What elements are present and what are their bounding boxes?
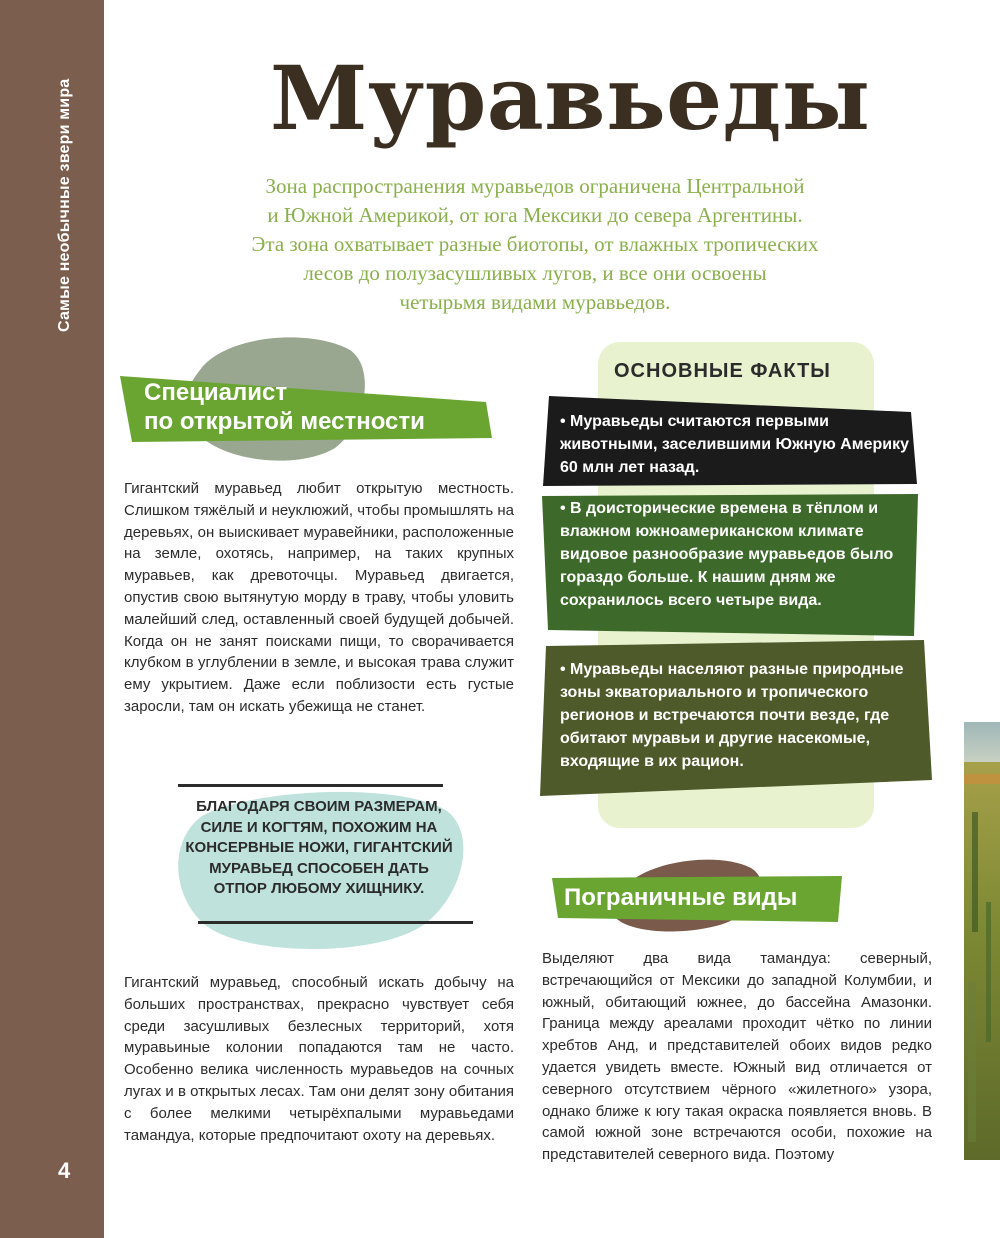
intro-line: и Южной Америкой, от юга Мексики до севера Аргентины. — [267, 203, 803, 227]
page-title: Муравьеды — [270, 46, 871, 150]
section2-heading: Пограничные виды — [564, 884, 798, 911]
intro-line: Эта зона охватывает разные биотопы, от влажных тропических — [251, 232, 819, 256]
facts-title: ОСНОВНЫЕ ФАКТЫ — [614, 360, 831, 382]
quote-text: БЛАГОДАРЯ СВОИМ РАЗМЕРАМ, СИЛЕ И КОГТЯМ, ПОХОЖИМ НА КОНСЕРВНЫЕ НОЖИ, ГИГАНТСКИЙ МУРАВЬЕД СПОСОБЕН ДАТЬ ОТПОР ЛЮБОМУ ХИЩНИКУ. — [185, 798, 453, 897]
section1-continued-paragraph: Гигантский муравьед, способный искать добычу на больших пространствах, прекрасно чувствует себя среди засушливых безлесных территорий, хотя муравьиные колонии попадаются там не часто. Особенно велика численность муравьедов на сочных лугах и в открытых лесах. Там они делят зону обитания с более мелкими четырёхпалыми муравьедами тамандуа, которые предпочитают охоту на деревьях. — [124, 974, 514, 1144]
fact-2: • В доисторические времена в тёплом и влажном южноамериканском климате видовое разнообразие муравьедов было гораздо больше. К нашим дням же сохранилось всего четыре вида. — [560, 500, 894, 609]
intro-line: Зона распространения муравьедов ограничена Центральной — [265, 174, 805, 198]
section-title: Самые необычные звери мира — [56, 78, 73, 332]
fact-1: • Муравьеды считаются первыми животными, заселившими Южную Америку 60 млн лет назад. — [560, 413, 909, 476]
section2-paragraph: Выделяют два вида тамандуа: северный, встречающийся от Мексики до западной Колумбии, и южный, обитающий южнее, до бассейна Амазонки. Граница между ареалами проходит чётко по линии хребтов Анд, и представителей обоих видов редко удается увидеть вместе. Южный вид отличается от северного отсутствием чёрного «жилетного» узора, однако ближе к югу такая окраска появляется вновь. В самой южной зоне встречаются особи, похожие на представителей северного вида. Поэтому — [542, 950, 932, 1164]
intro-text — [140, 172, 930, 317]
quote-bottom-rule — [198, 921, 473, 924]
intro-line: четырьмя видами муравьедов. — [399, 290, 671, 314]
fact-3: • Муравьеды населяют разные природные зоны экваториального и тропического регионов и встречаются почти везде, где обитают муравьи и другие насекомые, входящие в их рацион. — [560, 661, 904, 770]
section1-heading-line2: по открытой местности — [144, 408, 425, 435]
intro-line: лесов до полузасушливых лугов, и все они освоены — [303, 261, 767, 285]
sidebar — [0, 0, 104, 1238]
section1-paragraph: Гигантский муравьед любит открытую местность. Слишком тяжёлый и неуклюжий, чтобы промышлять на деревьях, он выискивает муравейники, расположенные на земле, охотясь, например, на таких крупных муравьев, как древоточцы. Муравьед двигается, опустив свою вытянутую морду в траву, чтобы уловить малейший след, оставленный своей будущей добычей. Когда он не занят поисками пищи, то сворачивается клубком в углублении в земле, и высокая трава служит ему укрытием. Даже если поблизости есть густые заросли, там он искать убежища не станет. — [124, 480, 514, 715]
page-number: 4 — [58, 1158, 71, 1183]
landscape-photo — [964, 722, 1000, 1160]
section1-heading-line1: Специалист — [144, 379, 288, 406]
